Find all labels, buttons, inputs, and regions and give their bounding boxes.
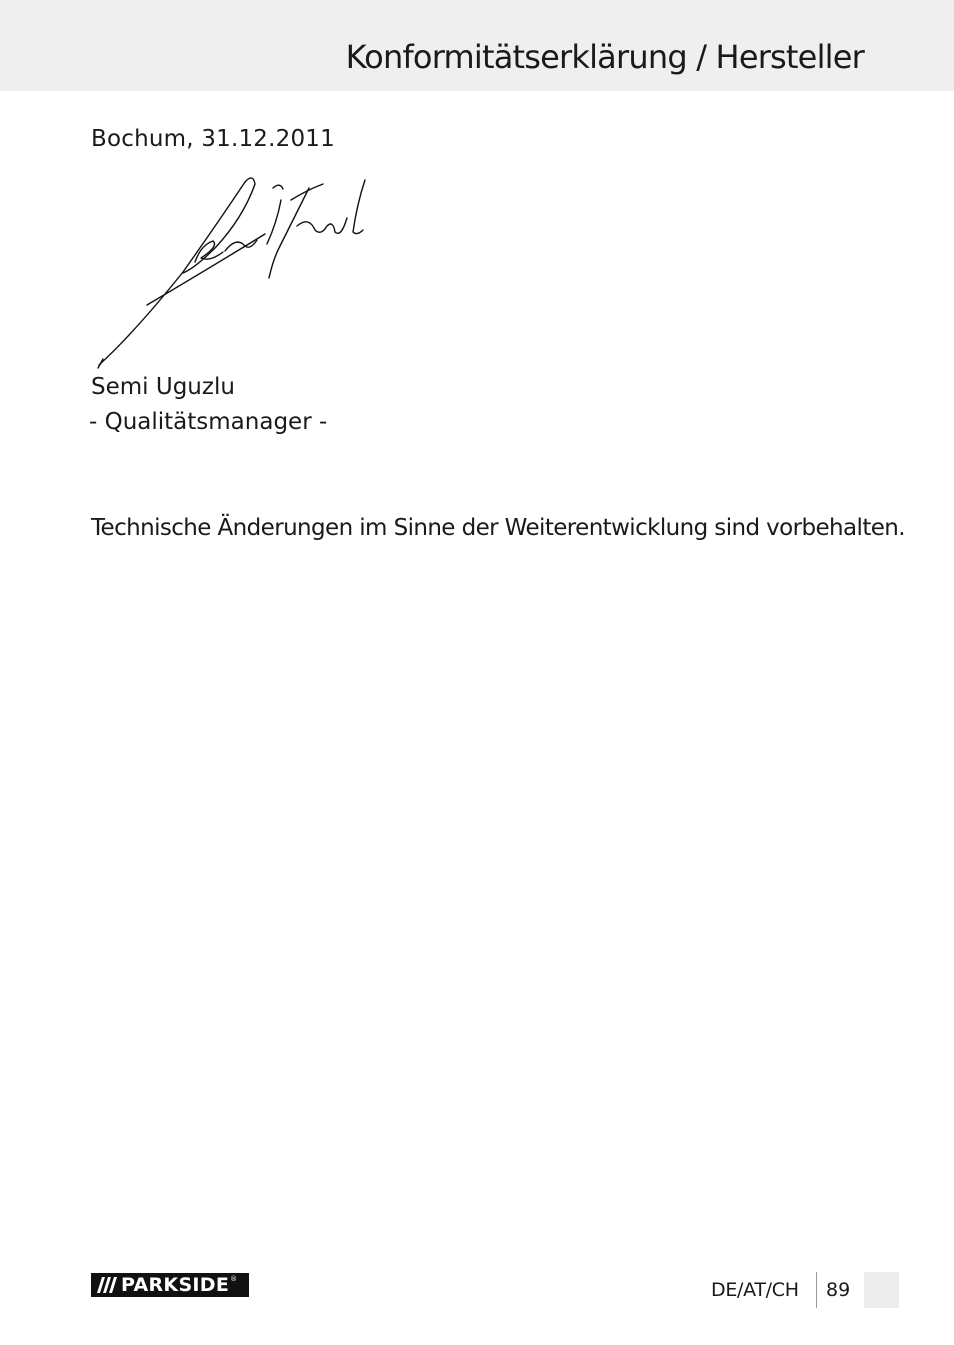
page-number: 89: [826, 1279, 851, 1301]
brand-name: PARKSIDE: [121, 1274, 230, 1296]
signer-role: - Qualitätsmanager -: [89, 409, 328, 435]
page-tab-marker: [864, 1272, 899, 1308]
parkside-logo: [91, 1273, 249, 1297]
registered-mark: ®: [230, 1275, 238, 1283]
signature-image: [95, 172, 375, 372]
footer-divider: [816, 1272, 817, 1308]
page-title: Konformitätserklärung / Hersteller: [345, 38, 864, 76]
country-codes: DE/AT/CH: [711, 1279, 799, 1301]
place-date: Bochum, 31.12.2011: [91, 126, 335, 152]
signer-name: Semi Uguzlu: [91, 374, 235, 400]
technical-changes-notice: Technische Änderungen im Sinne der Weiterentwicklung sind vorbehalten.: [91, 515, 905, 541]
slanted-stripes-icon: [91, 1273, 121, 1297]
